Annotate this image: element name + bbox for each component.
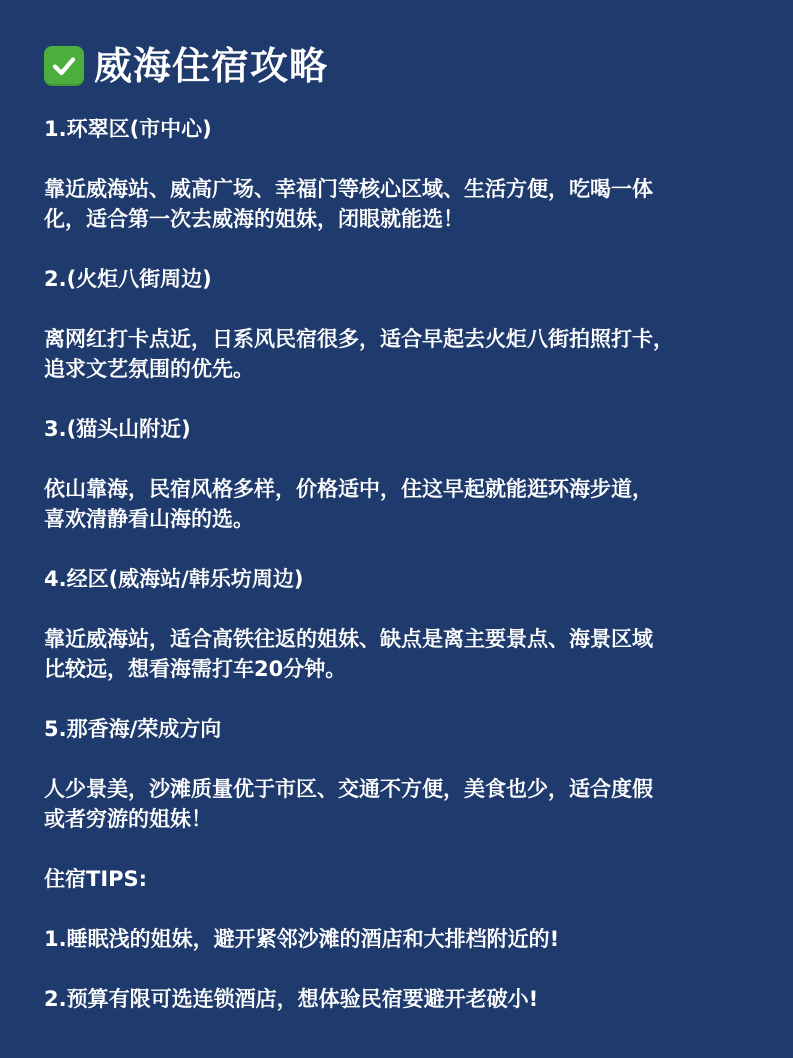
- section-line: 或者穷游的姐妹！: [44, 807, 212, 831]
- section-1: [44, 114, 749, 234]
- section-3: [44, 414, 749, 534]
- page-title: 威海住宿攻略: [94, 44, 329, 88]
- tip-item: 2.预算有限可选连锁酒店，想体验民宿要避开老破小!: [44, 987, 539, 1011]
- section-body: [44, 624, 749, 684]
- section-line: 离网红打卡点近，日系风民宿很多，适合早起去火炬八街拍照打卡，: [44, 327, 674, 351]
- check-mark-icon: [44, 46, 84, 86]
- section-4: [44, 564, 749, 684]
- section-line: 靠近威海站、威高广场、幸福门等核心区域、生活方便，吃喝一体: [44, 177, 653, 201]
- title-row: [44, 38, 749, 94]
- section-body: [44, 474, 749, 534]
- section-line: 追求文艺氛围的优先。: [44, 357, 254, 381]
- section-heading: 3.(猫头山附近): [44, 417, 191, 441]
- section-line: 依山靠海，民宿风格多样，价格适中，住这早起就能逛环海步道，: [44, 477, 653, 501]
- section-line: 喜欢清静看山海的选。: [44, 507, 254, 531]
- section-line: 靠近威海站，适合高铁往返的姐妹、缺点是离主要景点、海景区域: [44, 627, 653, 651]
- section-heading: 1.环翠区(市中心): [44, 117, 212, 141]
- tips-heading: 住宿TIPS:: [44, 867, 148, 891]
- section-heading: 2.(火炬八街周边): [44, 267, 212, 291]
- tip-item: 1.睡眠浅的姐妹，避开紧邻沙滩的酒店和大排档附近的!: [44, 927, 560, 951]
- section-body: [44, 174, 749, 234]
- section-body: [44, 774, 749, 834]
- section-line: 化，适合第一次去威海的姐妹，闭眼就能选！: [44, 207, 464, 231]
- tips-section: [44, 864, 749, 1014]
- section-line: 比较远，想看海需打车20分钟。: [44, 657, 347, 681]
- section-heading: 5.那香海/荣成方向: [44, 717, 222, 741]
- section-line: 人少景美，沙滩质量优于市区、交通不方便，美食也少，适合度假: [44, 777, 653, 801]
- section-body: [44, 324, 749, 384]
- section-5: [44, 714, 749, 834]
- check-mark-svg: [50, 52, 78, 80]
- section-2: [44, 264, 749, 384]
- section-heading: 4.经区(威海站/韩乐坊周边): [44, 567, 304, 591]
